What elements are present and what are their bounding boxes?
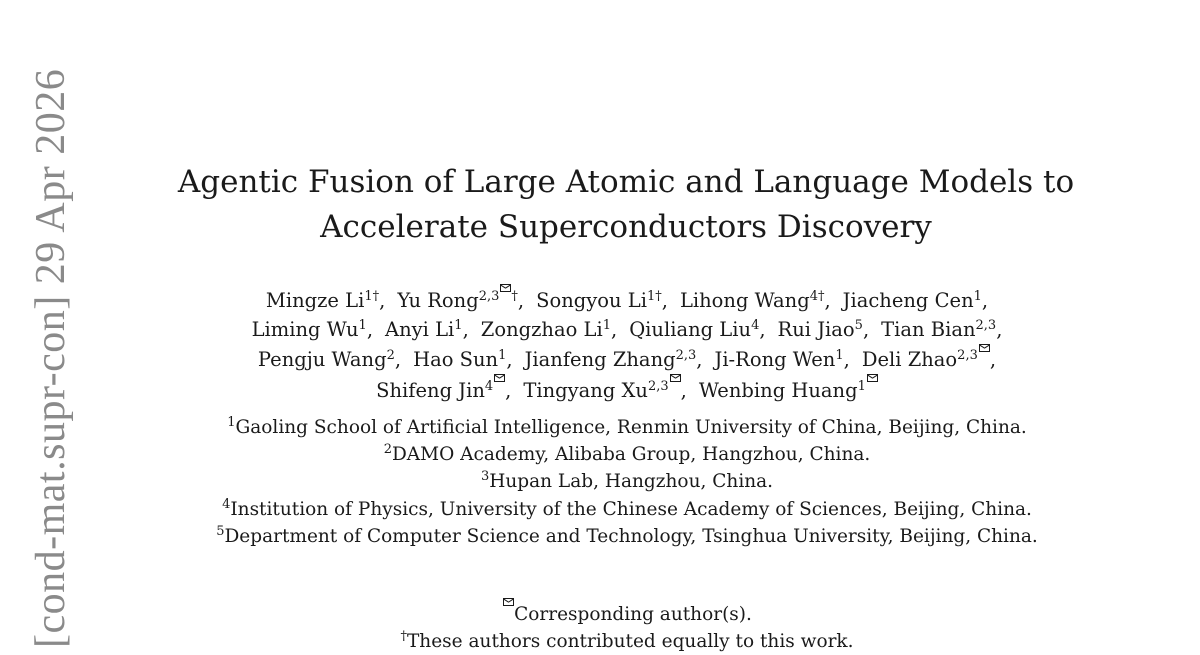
author-name: Ji-Rong Wen (714, 348, 836, 372)
affiliation-number: 3 (480, 469, 490, 485)
author: Lihong Wang$^{4\dagger}$, (679, 288, 831, 312)
affiliation-text: Department of Computer Science and Technology, Tsinghua University, Beijing, China. (224, 525, 1038, 547)
affiliation (0, 523, 1200, 550)
affiliation-text: Gaoling School of Artificial Intelligence, Renmin University of China, Beijing, China. (235, 417, 1027, 438)
envelope-icon (503, 598, 514, 606)
author-affiliation-marker: 1 (358, 317, 367, 333)
author-line (0, 284, 1200, 315)
author-name: Deli Zhao (861, 348, 958, 372)
author-affiliation-marker: 2,3 (647, 378, 669, 394)
author-name: Jianfeng Zhang (524, 348, 676, 372)
author-name: Zongzhao Li (480, 317, 603, 341)
author-line (0, 344, 1200, 375)
author-affiliation-marker: 2,3 (675, 348, 697, 364)
author-affiliation-marker: 4 (751, 317, 760, 333)
author-affiliation-marker: 1 (602, 317, 611, 333)
author: Zongzhao Li$^1$, (480, 317, 618, 341)
equal-contribution-note (0, 628, 1200, 655)
author: Liming Wu$^1$, (251, 317, 374, 341)
title-line: Agentic Fusion of Large Atomic and Language Models to (177, 164, 1075, 200)
dagger-icon: † (400, 628, 407, 644)
author-line (0, 374, 1200, 405)
author: Yu Rong$^{2,3}$ †, (397, 289, 524, 312)
affiliation (0, 441, 1200, 468)
affiliation-text: Institution of Physics, University of the Chinese Academy of Sciences, Beijing, China. (230, 498, 1032, 520)
footnotes (0, 598, 1200, 655)
author-name: Lihong Wang (679, 288, 810, 312)
author-name: Pengju Wang (257, 348, 387, 372)
envelope-icon (500, 284, 511, 292)
corresponding-note (0, 598, 1200, 628)
affiliation-text: DAMO Academy, Alibaba Group, Hangzhou, China. (391, 444, 871, 466)
author-affiliation-marker: 2 (386, 348, 395, 364)
author-name: Anyi Li (385, 317, 455, 341)
author-name: Hao Sun (413, 348, 499, 372)
affiliation (0, 468, 1200, 495)
author-affiliation-marker: 1 (498, 348, 507, 364)
author: Tingyang Xu$^{2,3}$ , (523, 379, 687, 402)
author (699, 379, 878, 402)
envelope-icon (867, 374, 878, 382)
author-name: Qiuliang Liu (629, 317, 752, 341)
author-name: Wenbing Huang (698, 378, 858, 402)
affiliation-text: Hupan Lab, Hangzhou, China. (489, 471, 774, 493)
author-name: Liming Wu (251, 317, 359, 341)
author-affiliation-marker: 2,3 (975, 317, 997, 333)
author-name: Tian Bian (881, 317, 976, 341)
affiliation-number: 2 (383, 442, 392, 458)
affiliation (0, 496, 1200, 523)
author-line (0, 315, 1200, 344)
author: Songyou $Li^{1\dagger}$, (536, 288, 668, 312)
affiliation-number: 1 (227, 414, 236, 430)
affiliation-list (0, 414, 1200, 550)
author-name: Tingyang Xu (523, 378, 648, 402)
envelope-icon (979, 344, 990, 352)
author-affiliation-marker: 1 (835, 348, 844, 364)
author: Jianfeng Zhang$^{2,3}$, (524, 348, 703, 372)
dagger-icon: † (372, 288, 380, 304)
dagger-icon: † (511, 288, 518, 304)
author: Mingze $Li^{1\dagger}$, (265, 288, 386, 312)
author-name: Jiacheng Cen (842, 288, 974, 312)
envelope-icon (670, 374, 681, 382)
title-line: Accelerate Superconductors Discovery (320, 209, 932, 245)
author-affiliation-marker: 4 (809, 288, 818, 304)
author-affiliation-marker: 1 (364, 288, 373, 304)
author-affiliation-marker: 1 (646, 288, 656, 304)
affiliation-number: 4 (222, 496, 231, 512)
author: Rui Jiao$^5$, (777, 317, 870, 341)
author: Shifeng Jin$^4$ , (376, 379, 511, 402)
author-affiliation-marker: 2,3 (478, 288, 500, 304)
author: Qiuliang Liu$^4$, (629, 317, 766, 341)
author-name: Rui Jiao (777, 317, 855, 341)
author: Anyi Li$^1$, (385, 317, 469, 341)
author: Deli Zhao$^{2,3}$ , (862, 348, 996, 371)
author-affiliation-marker: 5 (854, 317, 863, 333)
author: Hao Sun$^1$, (413, 348, 513, 372)
arxiv-identifier-stamp: [cond-mat.supr-con] 29 Apr 2026 (28, 68, 74, 648)
author-affiliation-marker: 1 (857, 378, 866, 394)
author-name: Songyou Li (536, 288, 647, 312)
author-affiliation-marker: 1 (454, 317, 463, 333)
author: Tian Bian$^{2,3}$, (881, 317, 1003, 341)
dagger-icon: † (817, 288, 825, 304)
paper-title (0, 160, 1200, 250)
author: Jiacheng Cen$^1$, (842, 288, 989, 312)
author: Pengju Wang$^2$, (257, 348, 402, 372)
author-affiliation-marker: 4 (484, 378, 494, 394)
corresponding-note-text: Corresponding author(s). (514, 603, 752, 625)
author-affiliation-marker: 1 (973, 288, 982, 304)
affiliation (0, 414, 1200, 441)
author: Ji-Rong Wen$^1$, (714, 348, 850, 372)
author-list (0, 284, 1200, 405)
author-affiliation-marker: 2,3 (957, 348, 978, 364)
envelope-icon (494, 374, 505, 382)
author-name: Shifeng Jin (376, 378, 485, 402)
affiliation-number: 5 (216, 523, 225, 539)
dagger-icon: † (655, 288, 662, 304)
author-name: Yu Rong (397, 288, 479, 312)
author-name: Mingze Li (265, 288, 365, 312)
equal-contribution-note-text: These authors contributed equally to this work. (406, 630, 854, 652)
